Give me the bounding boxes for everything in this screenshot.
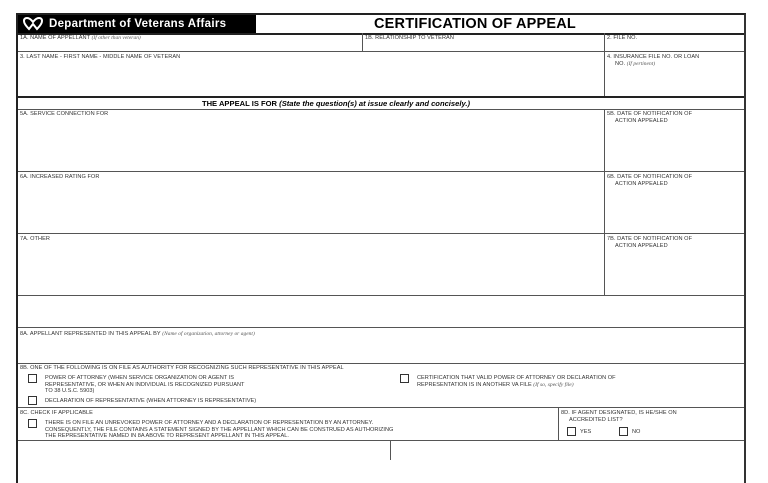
veteran-name-field[interactable] <box>18 51 604 96</box>
certification-other-va-file-label: CERTIFICATION THAT VALID POWER OF ATTORNEY OR DECLARATION OF REPRESENTATION IS IN ANOTHER VA FILE (If so, specify file) <box>417 375 616 388</box>
field-5a-label: 5A. SERVICE CONNECTION FOR <box>20 111 109 117</box>
divider <box>18 440 744 441</box>
form-title: CERTIFICATION OF APPEAL <box>374 16 576 32</box>
unrevoked-power-of-attorney-label: THERE IS ON FILE AN UNREVOKED POWER OF ATTORNEY AND A DECLARATION OF REPRESENTATION BY AN ATTORNEY. CONSEQUENTLY, THE FILE CONTAINS A STATEMENT SIGNED BY THE APPELLANT WHICH CAN BE CONSTRUED AS AUTHORIZING THE REPRESENTATIVE NAMED IN 8A ABOVE TO REPRESENT APPELLANT IN THIS APPEAL. <box>45 420 394 440</box>
relationship-to-veteran-field[interactable] <box>362 33 604 51</box>
appellant-name-field[interactable] <box>18 33 362 51</box>
accredited-yes-label: YES <box>580 429 592 435</box>
field-3-label: 3. LAST NAME - FIRST NAME - MIDDLE NAME OF VETERAN <box>20 54 181 60</box>
field-8a-label: 8A. APPELLANT REPRESENTED IN THIS APPEAL BY (Name of organization, attorney or agent) <box>20 331 255 337</box>
divider <box>390 440 391 460</box>
certification-of-appeal-form <box>16 13 746 483</box>
representative-name-field[interactable] <box>18 327 746 363</box>
divider <box>18 363 744 364</box>
declaration-of-representative-checkbox[interactable] <box>28 396 37 405</box>
increased-rating-field[interactable] <box>18 171 604 233</box>
section-8c-label: 8C. CHECK IF APPLICABLE <box>20 410 93 416</box>
field-5b-label: 5B. DATE OF NOTIFICATION OF ACTION APPEALED <box>607 111 693 124</box>
certification-other-va-file-checkbox[interactable] <box>400 374 409 383</box>
divider <box>558 407 559 440</box>
accredited-yes-checkbox[interactable] <box>567 427 576 436</box>
date-of-notification-5b-field[interactable] <box>604 109 746 171</box>
divider <box>18 295 744 296</box>
accredited-no-label: NO <box>632 429 641 435</box>
field-4-label: 4. INSURANCE FILE NO. OR LOAN NO. (If pertinent) <box>607 54 700 67</box>
field-1a-label: 1A. NAME OF APPELLANT (If other than veteran) <box>20 35 141 41</box>
field-7b-label: 7B. DATE OF NOTIFICATION OF ACTION APPEALED <box>607 236 693 249</box>
power-of-attorney-checkbox[interactable] <box>28 374 37 383</box>
insurance-loan-no-field[interactable] <box>604 51 746 96</box>
divider <box>18 407 744 408</box>
declaration-of-representative-label: DECLARATION OF REPRESENTATIVE (WHEN ATTORNEY IS REPRESENTATIVE) <box>45 398 257 404</box>
service-connection-field[interactable] <box>18 109 604 171</box>
field-6b-label: 6B. DATE OF NOTIFICATION OF ACTION APPEALED <box>607 174 693 187</box>
field-1b-label: 1B. RELATIONSHIP TO VETERAN <box>365 35 454 41</box>
power-of-attorney-label: POWER OF ATTORNEY (WHEN SERVICE ORGANIZATION OR AGENT IS REPRESENTATIVE, OR WHEN AN INDIVIDUAL IS RECOGNIZED PURSUANT TO 38 U.S.C. 5903) <box>45 375 245 395</box>
divider <box>18 327 744 328</box>
agency-name: Department of Veterans Affairs <box>49 18 227 30</box>
appeal-section-heading: THE APPEAL IS FOR (State the question(s) at issue clearly and concisely.) <box>201 99 471 108</box>
accredited-no-checkbox[interactable] <box>619 427 628 436</box>
agency-header <box>18 15 256 33</box>
unrevoked-power-of-attorney-checkbox[interactable] <box>28 419 37 428</box>
date-of-notification-7b-field[interactable] <box>604 233 746 295</box>
date-of-notification-6b-field[interactable] <box>604 171 746 233</box>
field-2-label: 2. FILE NO. <box>607 35 638 41</box>
va-seal-icon <box>23 17 43 31</box>
other-field[interactable] <box>18 233 604 295</box>
file-no-field[interactable] <box>604 33 746 51</box>
section-8d-label: 8D. IF AGENT DESIGNATED, IS HE/SHE ON ACCREDITED LIST? <box>561 410 677 423</box>
section-8b-label: 8B. ONE OF THE FOLLOWING IS ON FILE AS AUTHORITY FOR RECOGNIZING SUCH REPRESENTATIVE IN THIS APPEAL <box>20 365 344 371</box>
field-6a-label: 6A. INCREASED RATING FOR <box>20 174 100 180</box>
field-7a-label: 7A. OTHER <box>20 236 50 242</box>
